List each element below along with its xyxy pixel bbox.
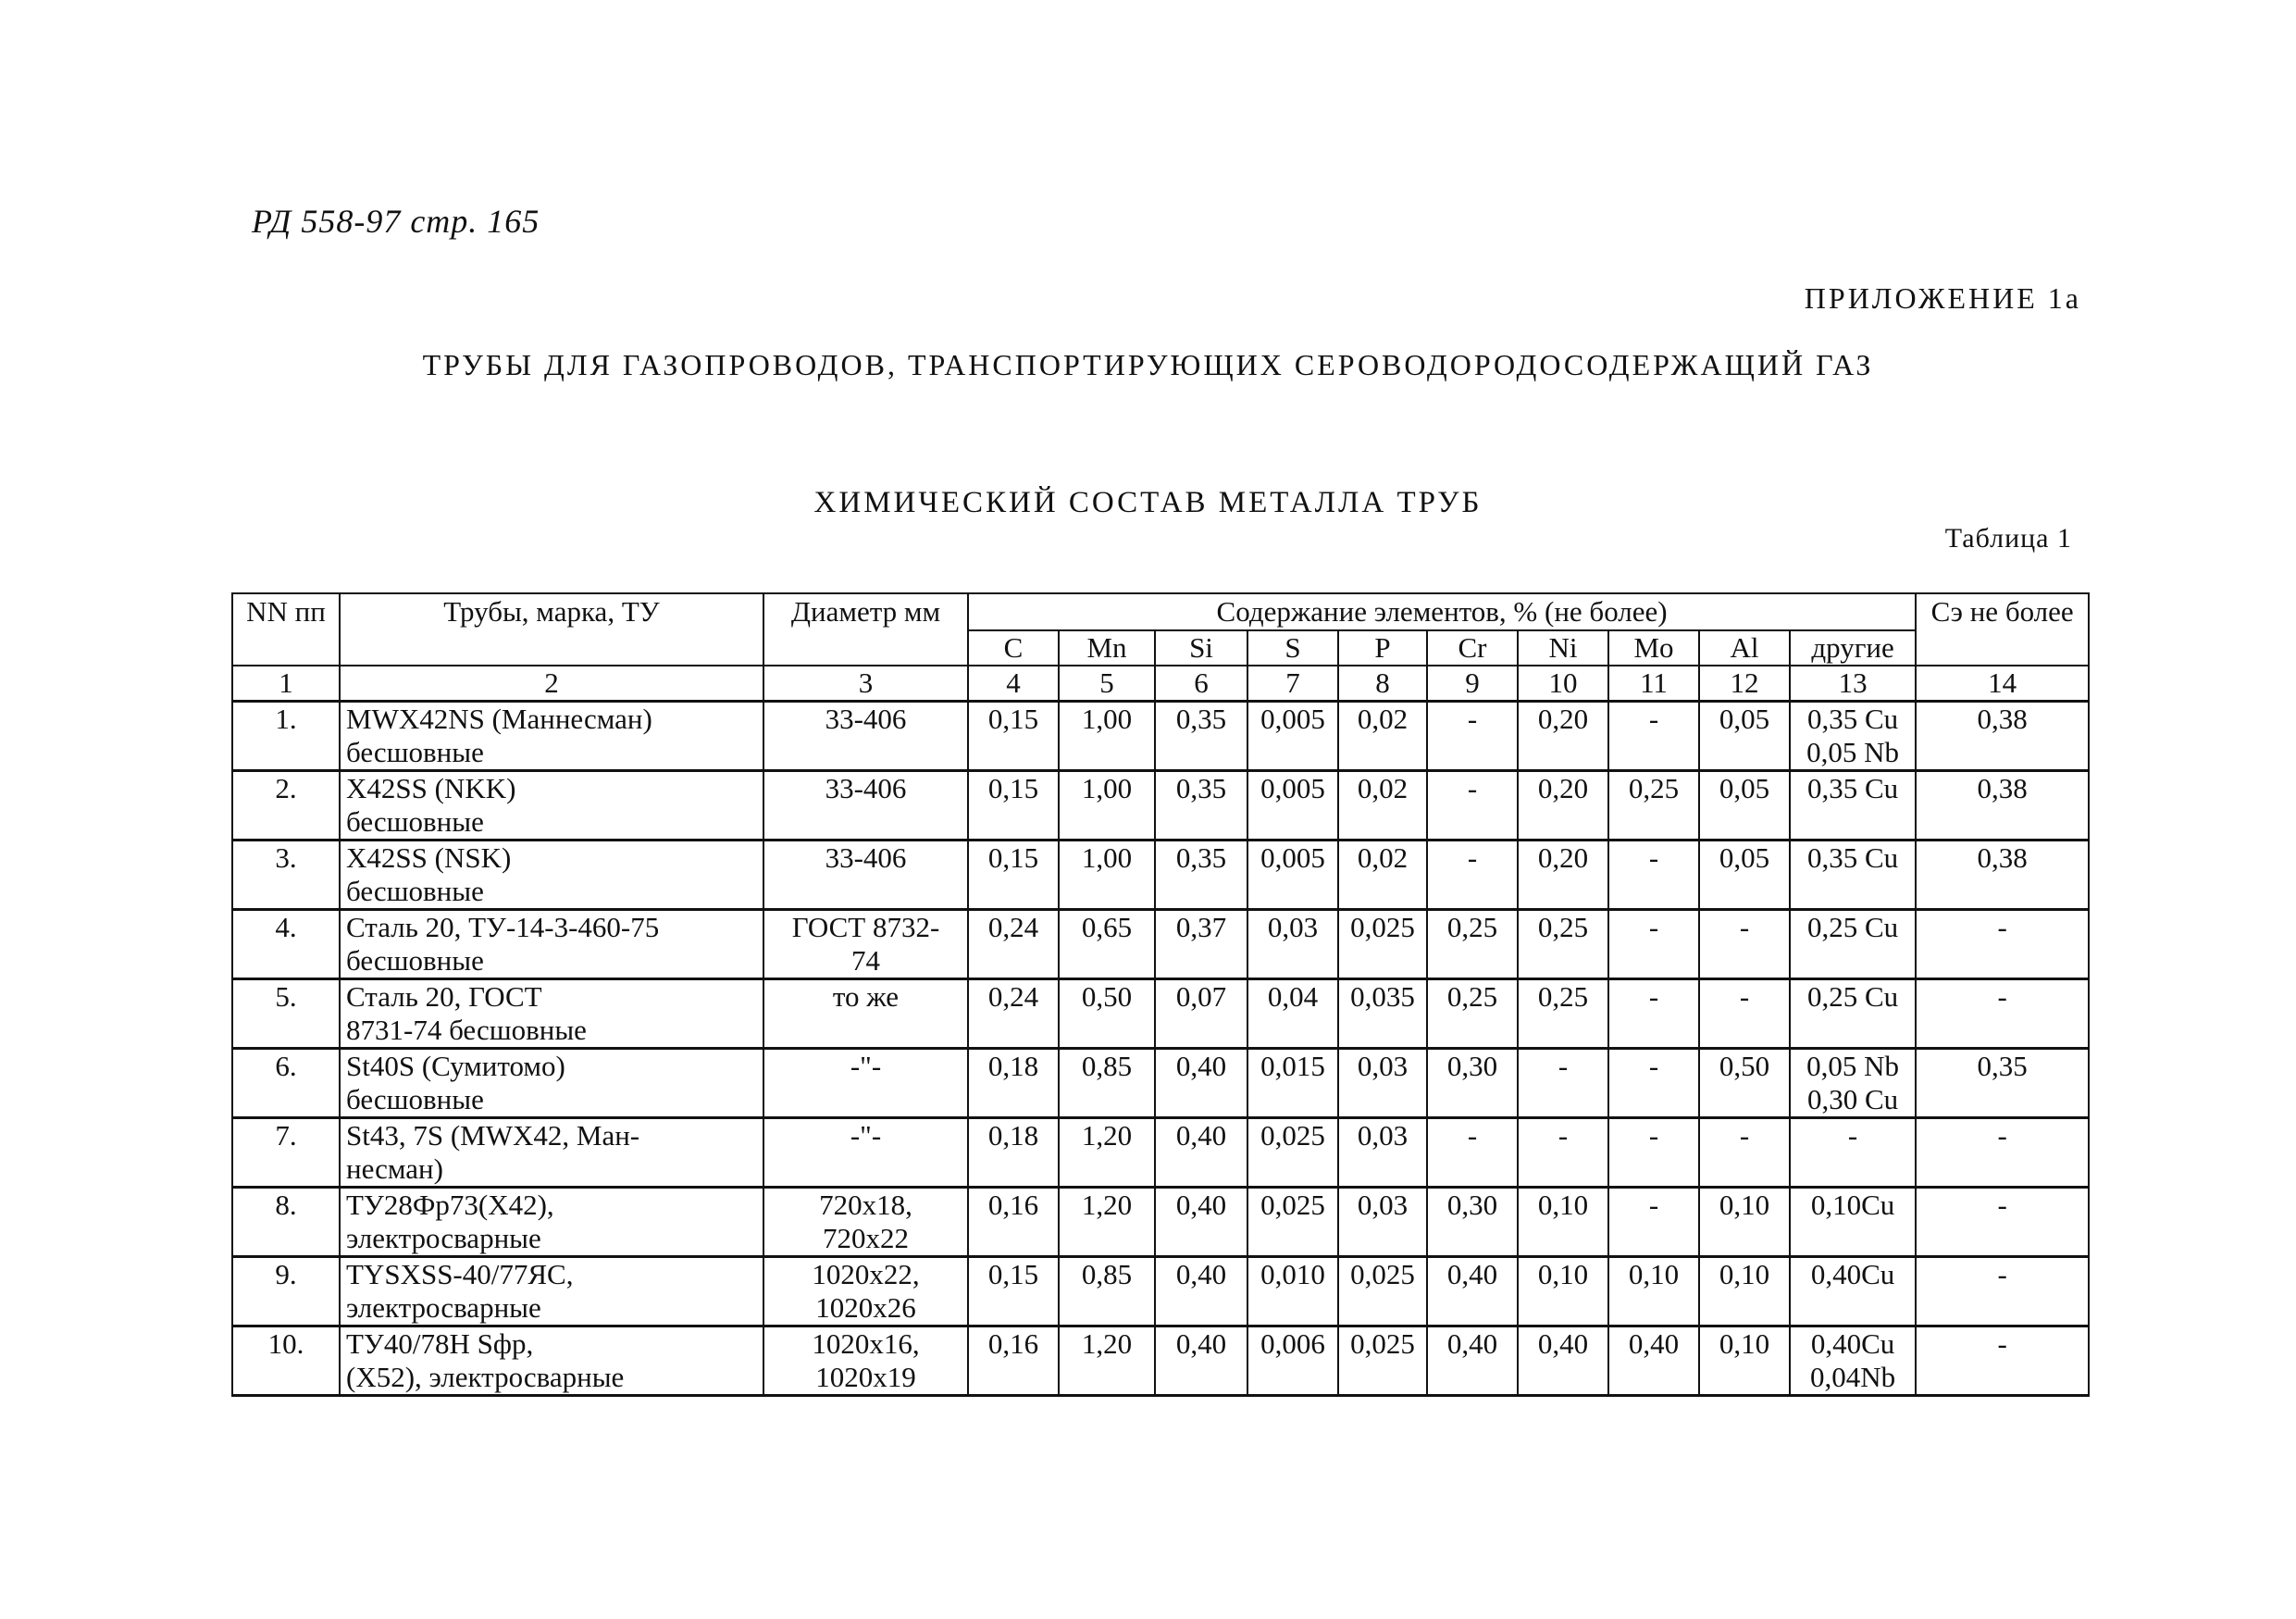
- pipe-diameter-line: 1020x16,: [812, 1327, 920, 1360]
- element-value: 0,15: [968, 771, 1059, 841]
- carbon-equivalent: -: [1916, 979, 2089, 1049]
- row-number: 4.: [232, 910, 340, 979]
- row-number: 8.: [232, 1188, 340, 1257]
- element-value: 0,005: [1247, 771, 1338, 841]
- element-value: 0,07: [1155, 979, 1247, 1049]
- document-title: ТРУБЫ ДЛЯ ГАЗОПРОВОДОВ, ТРАНСПОРТИРУЮЩИХ СЕРОВОДОРОДОСОДЕРЖАЩИЙ ГАЗ: [422, 348, 1874, 381]
- element-value: 0,25: [1427, 910, 1518, 979]
- row-number: 7.: [232, 1118, 340, 1188]
- column-number: 2: [340, 666, 763, 702]
- other-elements: [1790, 910, 1916, 979]
- pipe-grade-line: Сталь 20, ГОСТ: [346, 980, 542, 1013]
- element-value: 0,005: [1247, 702, 1338, 771]
- carbon-equivalent: -: [1916, 1118, 2089, 1188]
- element-value: 0,35: [1155, 841, 1247, 910]
- element-value: 0,85: [1059, 1049, 1155, 1118]
- element-value: -: [1699, 1118, 1790, 1188]
- pipe-diameter-line: ГОСТ 8732-: [791, 911, 940, 943]
- element-value: 0,30: [1427, 1049, 1518, 1118]
- other-elements-line: 0,40Cu: [1810, 1258, 1895, 1290]
- header-element-content: Содержание элементов, % (не более): [968, 593, 1916, 630]
- row-number: 3.: [232, 841, 340, 910]
- element-value: 0,25: [1427, 979, 1518, 1049]
- other-elements-line: 0,25 Cu: [1806, 911, 1899, 943]
- pipe-diameter: [763, 771, 968, 841]
- element-value: -: [1427, 771, 1518, 841]
- element-value: 0,35: [1155, 771, 1247, 841]
- pipe-grade: [340, 910, 763, 979]
- pipe-grade-line: ТУ40/78Н Sфр,: [346, 1327, 534, 1360]
- appendix-label: ПРИЛОЖЕНИЕ 1а: [1804, 281, 2081, 315]
- carbon-equivalent: -: [1916, 1326, 2089, 1396]
- pipe-grade-line: X42SS (NSK): [346, 841, 512, 874]
- header-element: Ni: [1518, 630, 1608, 666]
- element-value: 0,50: [1059, 979, 1155, 1049]
- row-number: 1.: [232, 702, 340, 771]
- column-number: 12: [1699, 666, 1790, 702]
- other-elements-line: 0,05 Nb: [1806, 1050, 1900, 1082]
- element-value: 0,05: [1699, 841, 1790, 910]
- element-value: -: [1699, 979, 1790, 1049]
- pipe-diameter: [763, 1326, 968, 1396]
- header-ce: Сэ не более: [1916, 593, 2089, 666]
- element-value: 0,15: [968, 841, 1059, 910]
- header-element: Mn: [1059, 630, 1155, 666]
- element-value: 0,50: [1699, 1049, 1790, 1118]
- header-element: другие: [1790, 630, 1916, 666]
- element-value: 0,37: [1155, 910, 1247, 979]
- pipe-grade: [340, 1326, 763, 1396]
- element-value: 0,02: [1338, 702, 1427, 771]
- element-value: 0,40: [1608, 1326, 1699, 1396]
- element-value: 0,20: [1518, 771, 1608, 841]
- element-value: 1,20: [1059, 1118, 1155, 1188]
- other-elements: [1790, 1118, 1916, 1188]
- pipe-grade-line: бесшовные: [346, 875, 484, 907]
- header-element: C: [968, 630, 1059, 666]
- table-row: [232, 979, 2089, 1049]
- element-value: -: [1427, 702, 1518, 771]
- element-value: 0,30: [1427, 1188, 1518, 1257]
- pipe-grade: [340, 1257, 763, 1326]
- element-value: -: [1427, 841, 1518, 910]
- element-value: -: [1608, 841, 1699, 910]
- pipe-grade-line: 8731-74 бесшовные: [346, 1014, 587, 1046]
- header-nn: NN пп: [232, 593, 340, 666]
- pipe-grade: [340, 1188, 763, 1257]
- table-title: ХИМИЧЕСКИЙ СОСТАВ МЕТАЛЛА ТРУБ: [813, 486, 1483, 519]
- carbon-equivalent: 0,38: [1916, 841, 2089, 910]
- other-elements-line: 0,10Cu: [1810, 1189, 1895, 1221]
- pipe-diameter-line: 74: [851, 944, 880, 977]
- element-value: 0,85: [1059, 1257, 1155, 1326]
- pipe-grade-line: (X52), электросварные: [346, 1361, 625, 1393]
- element-value: 0,05: [1699, 702, 1790, 771]
- element-value: 0,025: [1247, 1188, 1338, 1257]
- element-value: 1,00: [1059, 702, 1155, 771]
- pipe-diameter-line: 720x22: [823, 1222, 909, 1254]
- element-value: -: [1608, 910, 1699, 979]
- other-elements-line: 0,04Nb: [1810, 1361, 1896, 1393]
- table-row: [232, 702, 2089, 771]
- pipe-diameter: [763, 1188, 968, 1257]
- header-element: Mo: [1608, 630, 1699, 666]
- other-elements: [1790, 702, 1916, 771]
- element-value: 0,03: [1338, 1188, 1427, 1257]
- element-value: 0,15: [968, 702, 1059, 771]
- other-elements-line: 0,35 Cu: [1806, 703, 1899, 735]
- other-elements: [1790, 1257, 1916, 1326]
- element-value: -: [1699, 910, 1790, 979]
- element-value: 0,40: [1155, 1118, 1247, 1188]
- other-elements: [1790, 841, 1916, 910]
- element-value: 0,24: [968, 910, 1059, 979]
- element-value: 0,10: [1699, 1257, 1790, 1326]
- pipe-grade-line: TYSXSS-40/77ЯС,: [346, 1258, 574, 1290]
- pipe-grade: [340, 979, 763, 1049]
- element-value: 0,04: [1247, 979, 1338, 1049]
- element-value: -: [1518, 1049, 1608, 1118]
- element-value: -: [1608, 1049, 1699, 1118]
- element-value: 0,02: [1338, 841, 1427, 910]
- other-elements-line: 0,30 Cu: [1806, 1083, 1899, 1115]
- carbon-equivalent: 0,35: [1916, 1049, 2089, 1118]
- pipe-diameter: [763, 1257, 968, 1326]
- pipe-diameter: [763, 1118, 968, 1188]
- column-number: 1: [232, 666, 340, 702]
- pipe-grade-line: бесшовные: [346, 736, 484, 768]
- other-elements: [1790, 1326, 1916, 1396]
- pipe-grade-line: MWX42NS (Маннесман): [346, 703, 652, 735]
- pipe-grade: [340, 1118, 763, 1188]
- row-number: 2.: [232, 771, 340, 841]
- element-value: 0,40: [1427, 1257, 1518, 1326]
- pipe-diameter-line: -"-: [850, 1119, 882, 1152]
- table-row: [232, 1326, 2089, 1396]
- other-elements-line: 0,05 Nb: [1806, 736, 1900, 768]
- pipe-grade-line: бесшовные: [346, 1083, 484, 1115]
- element-value: 0,40: [1155, 1049, 1247, 1118]
- element-value: 0,02: [1338, 771, 1427, 841]
- pipe-grade-line: бесшовные: [346, 944, 484, 977]
- element-value: 0,35: [1155, 702, 1247, 771]
- element-value: 0,25: [1608, 771, 1699, 841]
- element-value: 0,10: [1699, 1326, 1790, 1396]
- column-number: 11: [1608, 666, 1699, 702]
- table-row: [232, 1188, 2089, 1257]
- pipe-diameter-line: 33-406: [825, 841, 907, 874]
- element-value: -: [1608, 1188, 1699, 1257]
- pipe-diameter-line: 33-406: [825, 772, 907, 804]
- header-element: Cr: [1427, 630, 1518, 666]
- element-value: 0,05: [1699, 771, 1790, 841]
- column-number: 7: [1247, 666, 1338, 702]
- column-number: 14: [1916, 666, 2089, 702]
- element-value: 0,40: [1427, 1326, 1518, 1396]
- table-row: [232, 1257, 2089, 1326]
- element-value: 0,03: [1338, 1049, 1427, 1118]
- column-number: 9: [1427, 666, 1518, 702]
- column-number: 6: [1155, 666, 1247, 702]
- column-number: 13: [1790, 666, 1916, 702]
- other-elements-line: 0,25 Cu: [1806, 980, 1899, 1013]
- pipe-diameter-line: 720x18,: [819, 1189, 912, 1221]
- element-value: -: [1427, 1118, 1518, 1188]
- element-value: 0,16: [968, 1326, 1059, 1396]
- element-value: 0,65: [1059, 910, 1155, 979]
- element-value: 0,035: [1338, 979, 1427, 1049]
- pipe-grade-line: St40S (Сумитомо): [346, 1050, 565, 1082]
- carbon-equivalent: -: [1916, 1188, 2089, 1257]
- pipe-diameter-line: 1020x26: [815, 1291, 916, 1324]
- column-number: 5: [1059, 666, 1155, 702]
- element-value: 0,15: [968, 1257, 1059, 1326]
- element-value: 0,015: [1247, 1049, 1338, 1118]
- other-elements: [1790, 979, 1916, 1049]
- carbon-equivalent: -: [1916, 910, 2089, 979]
- carbon-equivalent: 0,38: [1916, 771, 2089, 841]
- element-value: 0,40: [1155, 1326, 1247, 1396]
- table-row: [232, 771, 2089, 841]
- element-value: 1,00: [1059, 841, 1155, 910]
- other-elements-line: -: [1847, 1119, 1858, 1152]
- element-value: 0,10: [1518, 1257, 1608, 1326]
- pipe-grade-line: Сталь 20, ТУ-14-3-460-75: [346, 911, 660, 943]
- pipe-grade-line: St43, 7S (MWX42, Ман-: [346, 1119, 640, 1152]
- pipe-diameter-line: то же: [832, 980, 900, 1013]
- table-row: [232, 910, 2089, 979]
- header-element: S: [1247, 630, 1338, 666]
- column-number: 4: [968, 666, 1059, 702]
- pipe-diameter: [763, 702, 968, 771]
- element-value: 0,40: [1155, 1257, 1247, 1326]
- element-value: 0,03: [1247, 910, 1338, 979]
- pipe-grade: [340, 841, 763, 910]
- chemical-composition-table: [231, 592, 2090, 1397]
- element-value: 0,20: [1518, 702, 1608, 771]
- row-number: 10.: [232, 1326, 340, 1396]
- element-value: -: [1608, 979, 1699, 1049]
- header-element: Al: [1699, 630, 1790, 666]
- element-value: -: [1608, 702, 1699, 771]
- element-value: 1,20: [1059, 1326, 1155, 1396]
- element-value: 0,025: [1338, 1257, 1427, 1326]
- element-value: 0,24: [968, 979, 1059, 1049]
- pipe-diameter-line: 33-406: [825, 703, 907, 735]
- element-value: 0,006: [1247, 1326, 1338, 1396]
- element-value: 0,025: [1247, 1118, 1338, 1188]
- element-value: 1,20: [1059, 1188, 1155, 1257]
- pipe-diameter: [763, 979, 968, 1049]
- element-value: 0,18: [968, 1049, 1059, 1118]
- carbon-equivalent: -: [1916, 1257, 2089, 1326]
- element-value: 0,010: [1247, 1257, 1338, 1326]
- pipe-grade-line: ТУ28Фр73(Х42),: [346, 1189, 554, 1221]
- element-value: -: [1518, 1118, 1608, 1188]
- pipe-grade-line: электросварные: [346, 1291, 541, 1324]
- column-number: 8: [1338, 666, 1427, 702]
- element-value: 0,18: [968, 1118, 1059, 1188]
- header-element: Si: [1155, 630, 1247, 666]
- element-value: -: [1608, 1118, 1699, 1188]
- other-elements-line: 0,35 Cu: [1806, 841, 1899, 874]
- pipe-grade-line: X42SS (NKK): [346, 772, 516, 804]
- header-pipes: Трубы, марка, ТУ: [340, 593, 763, 666]
- element-value: 0,03: [1338, 1118, 1427, 1188]
- table-row: [232, 841, 2089, 910]
- table-row: [232, 1049, 2089, 1118]
- pipe-grade-line: несман): [346, 1152, 443, 1185]
- pipe-diameter: [763, 1049, 968, 1118]
- header-element: P: [1338, 630, 1427, 666]
- pipe-grade: [340, 771, 763, 841]
- element-value: 0,16: [968, 1188, 1059, 1257]
- other-elements: [1790, 1049, 1916, 1118]
- element-value: 1,00: [1059, 771, 1155, 841]
- pipe-diameter: [763, 910, 968, 979]
- element-value: 0,25: [1518, 910, 1608, 979]
- pipe-diameter-line: -"-: [850, 1050, 882, 1082]
- element-value: 0,40: [1518, 1326, 1608, 1396]
- column-number: 3: [763, 666, 968, 702]
- pipe-diameter-line: 1020x19: [815, 1361, 916, 1393]
- element-value: 0,10: [1608, 1257, 1699, 1326]
- element-value: 0,10: [1518, 1188, 1608, 1257]
- pipe-diameter: [763, 841, 968, 910]
- element-value: 0,025: [1338, 910, 1427, 979]
- table-number-label: Таблица 1: [1944, 523, 2072, 554]
- element-value: 0,25: [1518, 979, 1608, 1049]
- pipe-grade-line: бесшовные: [346, 805, 484, 838]
- pipe-grade: [340, 702, 763, 771]
- element-value: 0,005: [1247, 841, 1338, 910]
- row-number: 5.: [232, 979, 340, 1049]
- document-reference: РД 558-97 стр. 165: [252, 203, 540, 240]
- pipe-grade-line: электросварные: [346, 1222, 541, 1254]
- element-value: 0,025: [1338, 1326, 1427, 1396]
- table-row: [232, 1118, 2089, 1188]
- other-elements: [1790, 1188, 1916, 1257]
- element-value: 0,20: [1518, 841, 1608, 910]
- pipe-grade: [340, 1049, 763, 1118]
- carbon-equivalent: 0,38: [1916, 702, 2089, 771]
- other-elements-line: 0,40Cu: [1810, 1327, 1895, 1360]
- other-elements-line: 0,35 Cu: [1806, 772, 1899, 804]
- element-value: 0,40: [1155, 1188, 1247, 1257]
- element-value: 0,10: [1699, 1188, 1790, 1257]
- row-number: 6.: [232, 1049, 340, 1118]
- column-number: 10: [1518, 666, 1608, 702]
- header-diameter: Диаметр мм: [763, 593, 968, 666]
- pipe-diameter-line: 1020x22,: [812, 1258, 920, 1290]
- other-elements: [1790, 771, 1916, 841]
- row-number: 9.: [232, 1257, 340, 1326]
